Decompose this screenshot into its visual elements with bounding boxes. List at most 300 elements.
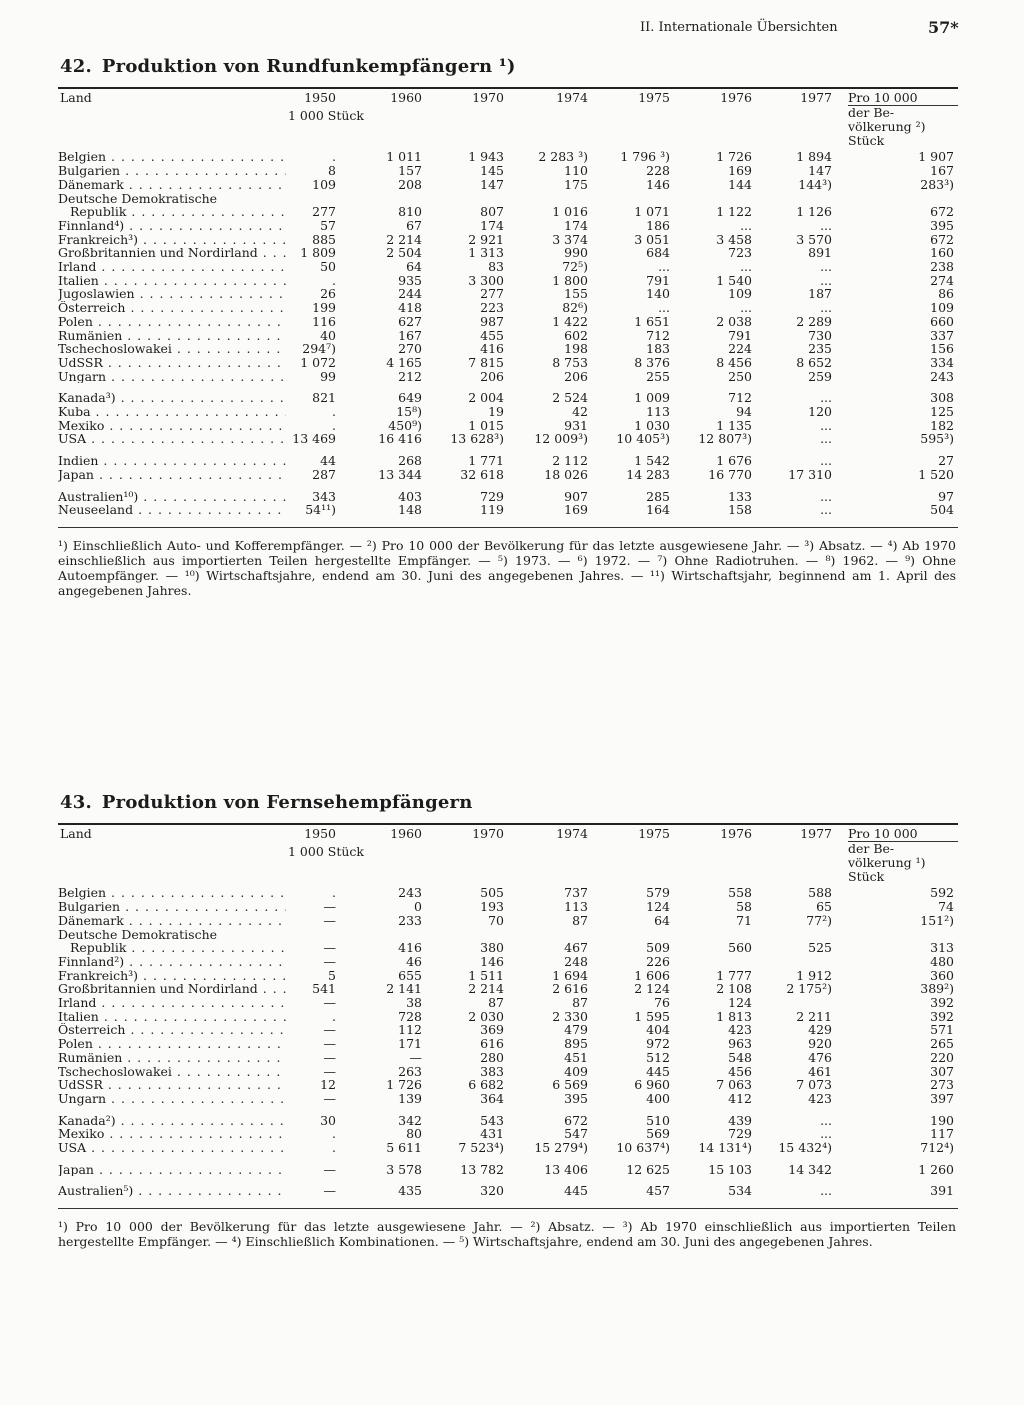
country-cell (58, 164, 286, 178)
country-name: Kanada³) (58, 390, 116, 406)
value-cell: 277 (480, 286, 504, 302)
value-cell: 423 (808, 1090, 832, 1106)
leader-dots (99, 1010, 286, 1024)
value-cell: 308 (930, 390, 954, 406)
country-cell (58, 370, 286, 384)
leader-dots (120, 900, 286, 914)
country-name: Ungarn (58, 1091, 107, 1106)
value-cell: 409 (564, 1063, 588, 1079)
value-cell (508, 928, 592, 942)
value-cell: 233 (398, 912, 422, 928)
value-cell: 268 (398, 453, 422, 469)
value-cell: 455 (480, 327, 504, 343)
value-cell: 1 011 (386, 149, 422, 165)
country-cell (58, 1176, 286, 1198)
value-cell: 397 (930, 1090, 954, 1106)
value-cell: 274 (930, 272, 954, 288)
value-cell: 1 313 (468, 245, 504, 261)
country-name: Belgien (58, 150, 107, 165)
value-cell: 294⁷) (302, 341, 336, 357)
country-cell (58, 996, 286, 1010)
data-table (58, 825, 958, 1198)
value-cell: 5 (328, 967, 336, 983)
value-cell: 558 (728, 885, 752, 901)
value-cell: 147 (808, 163, 832, 179)
table-row (58, 928, 958, 942)
country-cell (58, 1037, 286, 1051)
value-cell: 273 (930, 1077, 954, 1093)
value-cell: 248 (564, 953, 588, 969)
value-cell: 15 103 (708, 1161, 752, 1177)
value-cell (592, 928, 674, 942)
value-cell: 99 (320, 368, 336, 384)
table-row (58, 150, 958, 164)
table-row (58, 356, 958, 370)
value-cell: 16 770 (708, 466, 752, 482)
value-cell (756, 192, 836, 206)
table-row (58, 370, 958, 384)
leader-dots (99, 274, 286, 288)
value-cell: 3 578 (386, 1161, 422, 1177)
value-cell: 12 625 (626, 1161, 670, 1177)
value-cell: 2 330 (552, 1008, 588, 1024)
value-cell: 2 504 (386, 245, 422, 261)
country-name: USA (58, 432, 87, 447)
leader-dots (138, 969, 286, 983)
leader-dots (172, 1065, 286, 1079)
value-cell: 1 813 (716, 1008, 752, 1024)
leader-dots (172, 342, 286, 356)
value-cell: 94 (736, 404, 752, 420)
value-cell: 26 (320, 286, 336, 302)
country-cell (58, 482, 286, 504)
table-row (58, 482, 958, 504)
value-cell: 13 782 (460, 1161, 504, 1177)
value-cell: ... (820, 217, 832, 233)
country-name: Bulgarien (58, 164, 121, 178)
country-name: Österreich (58, 301, 126, 315)
value-cell: 120 (808, 404, 832, 420)
column-header-year: 1950 (304, 826, 336, 841)
value-cell: 243 (398, 885, 422, 901)
value-cell: 27 (938, 453, 954, 469)
value-cell: 160 (930, 245, 954, 261)
value-cell: 1 726 (716, 149, 752, 165)
country-cell (58, 329, 286, 343)
value-cell: ... (658, 300, 670, 316)
column-header-year: 1975 (638, 826, 670, 841)
value-cell: 228 (646, 163, 670, 179)
country-name: Mexiko (58, 1127, 105, 1142)
header-line: Pro 10 000 (848, 90, 918, 105)
leader-dots (125, 1023, 286, 1037)
value-cell: 1 676 (716, 453, 752, 469)
value-cell: 164 (646, 502, 670, 518)
value-cell: 1 135 (716, 417, 752, 433)
country-name: Frankreich³) (58, 968, 139, 983)
value-cell: 167 (398, 327, 422, 343)
value-cell: 42 (572, 404, 588, 420)
value-cell: 439 (728, 1112, 752, 1128)
country-name: Republik (70, 205, 127, 219)
value-cell: 146 (646, 176, 670, 192)
country-name: Großbritannien und Nordirland (58, 246, 258, 261)
country-cell (58, 900, 286, 914)
value-cell: 1 943 (468, 149, 504, 165)
value-cell: 148 (398, 502, 422, 518)
country-name: Finnland⁴) (58, 218, 125, 233)
value-cell: 280 (480, 1049, 504, 1065)
value-cell: 3 051 (634, 231, 670, 247)
value-cell: 791 (728, 327, 752, 343)
value-cell: ... (658, 259, 670, 275)
value-cell: 174 (480, 217, 504, 233)
value-cell: 810 (398, 204, 422, 220)
value-cell: 1 511 (468, 967, 504, 983)
value-cell: . (332, 1008, 336, 1024)
value-cell: 40 (320, 327, 336, 343)
value-cell: 723 (728, 245, 752, 261)
country-name: Frankreich³) (58, 232, 139, 247)
value-cell: 655 (398, 967, 422, 983)
value-cell: . (332, 404, 336, 420)
country-cell (58, 192, 286, 206)
table-row (58, 383, 958, 405)
table-row (58, 260, 958, 274)
value-cell: 15 279⁴) (534, 1140, 588, 1156)
value-cell: 2 616 (552, 981, 588, 997)
value-cell: 431 (480, 1126, 504, 1142)
value-cell: ... (740, 300, 752, 316)
value-cell: 391 (930, 1183, 954, 1199)
country-cell (58, 886, 286, 900)
country-cell (58, 914, 286, 928)
country-name: Bulgarien (58, 900, 121, 914)
country-name: Japan (58, 467, 94, 482)
value-cell: ... (820, 502, 832, 518)
country-cell (58, 1078, 286, 1092)
value-cell: 534 (728, 1183, 752, 1199)
value-cell: 791 (646, 272, 670, 288)
leader-dots (138, 233, 286, 247)
value-cell: 109 (312, 176, 336, 192)
table-body (58, 150, 958, 517)
leader-dots (103, 1078, 286, 1092)
value-cell: 412 (728, 1090, 752, 1106)
country-name: Italien (58, 1009, 99, 1024)
value-cell: 119 (480, 502, 504, 518)
value-cell: 80 (406, 1126, 422, 1142)
value-cell: 1 260 (918, 1161, 954, 1177)
table-number: 42. (60, 56, 92, 77)
value-cell: 1 595 (634, 1008, 670, 1024)
value-cell: 1 796 ³) (620, 149, 670, 165)
country-cell (58, 1065, 286, 1079)
country-cell (58, 1010, 286, 1024)
value-cell: 14 342 (788, 1161, 832, 1177)
value-cell: 445 (646, 1063, 670, 1079)
value-cell: 0 (414, 899, 422, 915)
country-cell (58, 301, 286, 315)
value-cell: 223 (480, 300, 504, 316)
value-cell: 1 726 (386, 1077, 422, 1093)
value-cell: ... (820, 1126, 832, 1142)
column-header-year: 1974 (556, 826, 588, 841)
leader-dots (93, 315, 286, 329)
value-cell: 30 (320, 1112, 336, 1128)
value-cell: 548 (728, 1049, 752, 1065)
value-cell: 124 (728, 995, 752, 1011)
unit-label: 1 000 Stück (288, 843, 364, 859)
value-cell: 32 618 (460, 466, 504, 482)
footnotes: ¹) Pro 10 000 der Bevölkerung für das letzte ausgewiesene Jahr. — ²) Absatz. — ³) Ab 1970 einschließlich aus importierten Teilen hergestellte Empfänger. — ⁴) Einschließlich Kombinationen. — ⁵) Wirtschaftsjahre, endend am 30. Juni des angegebenen Jahres. (58, 1219, 956, 1250)
column-header-year: 1950 (304, 90, 336, 105)
value-cell: — (323, 1022, 336, 1038)
value-cell: 76 (654, 995, 670, 1011)
value-cell: 13 628³) (450, 431, 504, 447)
value-cell: — (323, 1063, 336, 1079)
value-cell: 400 (646, 1090, 670, 1106)
value-cell: 1 694 (552, 967, 588, 983)
value-cell: 1 072 (300, 354, 336, 370)
table-title (60, 792, 958, 813)
country-cell (58, 1023, 286, 1037)
value-cell: 10 405³) (616, 431, 670, 447)
table-row (58, 996, 958, 1010)
leader-dots (125, 301, 286, 315)
value-cell: 467 (564, 940, 588, 956)
leader-dots (124, 914, 286, 928)
value-cell: ... (820, 453, 832, 469)
value-cell: — (323, 995, 336, 1011)
value-cell: — (323, 953, 336, 969)
value-cell (756, 955, 836, 969)
leader-dots (94, 468, 286, 482)
table-row (58, 886, 958, 900)
value-cell: 15 432⁴) (778, 1140, 832, 1156)
country-cell (58, 356, 286, 370)
value-cell: 208 (398, 176, 422, 192)
table-42-section (58, 56, 958, 598)
value-cell: 560 (728, 940, 752, 956)
value-cell: 729 (480, 488, 504, 504)
table-row (58, 342, 958, 356)
value-cell: 6 682 (468, 1077, 504, 1093)
value-cell: 510 (646, 1112, 670, 1128)
value-cell: 1 540 (716, 272, 752, 288)
header-line: Stück (848, 869, 885, 884)
country-cell (58, 405, 286, 419)
table-row (58, 164, 958, 178)
value-cell: 1 071 (634, 204, 670, 220)
table-row (58, 1051, 958, 1065)
value-cell: 70 (488, 912, 504, 928)
country-name: Indien (58, 453, 99, 468)
value-cell (836, 192, 958, 206)
country-cell (58, 928, 286, 942)
value-cell: 187 (808, 286, 832, 302)
header-line: völkerung ²) (848, 119, 926, 134)
value-cell: 193 (480, 899, 504, 915)
value-cell: 17 310 (788, 466, 832, 482)
leader-dots (104, 419, 286, 433)
unit-label: 1 000 Stück (288, 107, 364, 123)
country-name: Polen (58, 314, 93, 329)
value-cell: 891 (808, 245, 832, 261)
value-cell: 44 (320, 453, 336, 469)
value-cell: 46 (406, 953, 422, 969)
country-name: UdSSR (58, 1078, 103, 1092)
value-cell: 3 300 (468, 272, 504, 288)
column-header-per-capita (836, 89, 958, 150)
leader-dots (133, 1183, 286, 1198)
value-cell: 2 289 (796, 313, 832, 329)
value-cell: 124 (646, 899, 670, 915)
value-cell: 283³) (920, 176, 954, 192)
value-cell: 147 (480, 176, 504, 192)
value-cell: 157 (398, 163, 422, 179)
table-row (58, 432, 958, 446)
value-cell: 13 344 (378, 466, 422, 482)
country-cell (58, 941, 286, 955)
header-line: völkerung ¹) (848, 855, 926, 870)
table-number: 43. (60, 792, 92, 813)
country-name: Tschechoslowakei (58, 342, 172, 356)
value-cell: 395 (564, 1090, 588, 1106)
value-cell: ... (820, 417, 832, 433)
value-cell: 87 (572, 995, 588, 1011)
country-cell (58, 315, 286, 329)
value-cell: 19 (488, 404, 504, 420)
value-cell: 125 (930, 404, 954, 420)
value-cell: 3 570 (796, 231, 832, 247)
table-row (58, 246, 958, 260)
value-cell: 418 (398, 300, 422, 316)
value-cell: 16 416 (378, 431, 422, 447)
value-cell: 429 (808, 1022, 832, 1038)
value-cell: 2 030 (468, 1008, 504, 1024)
value-cell (426, 928, 508, 942)
country-cell (58, 150, 286, 164)
leader-dots (106, 370, 286, 384)
value-cell: 307 (930, 1063, 954, 1079)
value-cell: 238 (930, 259, 954, 275)
value-cell: 277 (312, 204, 336, 220)
column-header-year: 1970 (472, 90, 504, 105)
value-cell: 83 (488, 259, 504, 275)
table-row (58, 233, 958, 247)
value-cell: 3 458 (716, 231, 752, 247)
country-name: Japan (58, 1161, 94, 1177)
value-cell: 8 456 (716, 354, 752, 370)
country-cell (58, 468, 286, 482)
country-cell (58, 1106, 286, 1128)
value-cell: 2 175²) (786, 981, 832, 997)
table-row (58, 1106, 958, 1128)
header-line: Pro 10 000 (848, 826, 918, 841)
value-cell: 547 (564, 1126, 588, 1142)
table-row (58, 914, 958, 928)
table-row (58, 419, 958, 433)
value-cell: 112 (398, 1022, 422, 1038)
value-cell: 13 469 (292, 431, 336, 447)
value-cell: 133 (728, 488, 752, 504)
value-cell: 167 (930, 163, 954, 179)
value-cell: 182 (930, 417, 954, 433)
table-row (58, 982, 958, 996)
value-cell: 18 026 (544, 466, 588, 482)
value-cell: 82⁶) (562, 300, 588, 316)
table-row (58, 329, 958, 343)
value-cell: 1 912 (796, 967, 832, 983)
value-cell (592, 192, 674, 206)
value-cell: 77²) (806, 912, 832, 928)
value-cell: 54¹¹) (305, 502, 336, 518)
value-cell: 684 (646, 245, 670, 261)
leader-dots (116, 1113, 286, 1128)
value-cell: 807 (480, 204, 504, 220)
value-cell: . (332, 885, 336, 901)
value-cell: 14 131⁴) (698, 1140, 752, 1156)
value-cell: 392 (930, 995, 954, 1011)
country-cell (58, 287, 286, 301)
value-cell: 1 771 (468, 453, 504, 469)
value-cell: 156 (930, 341, 954, 357)
value-cell: — (323, 1049, 336, 1065)
value-cell: . (332, 272, 336, 288)
value-cell: 1 651 (634, 313, 670, 329)
value-cell: 649 (398, 390, 422, 406)
value-cell: 588 (808, 885, 832, 901)
value-cell: 220 (930, 1049, 954, 1065)
country-name: Republik (70, 941, 127, 955)
data-table (58, 89, 958, 517)
value-cell: — (323, 899, 336, 915)
value-cell: 265 (930, 1036, 954, 1052)
table-row (58, 301, 958, 315)
country-name: Jugoslawien (58, 287, 135, 302)
value-cell: 7 073 (796, 1077, 832, 1093)
value-cell: 151²) (920, 912, 954, 928)
leader-dots (106, 1092, 286, 1106)
value-cell: 509 (646, 940, 670, 956)
value-cell: 2 124 (634, 981, 670, 997)
leader-dots (138, 489, 286, 504)
value-cell: 2 141 (386, 981, 422, 997)
value-cell: 7 063 (716, 1077, 752, 1093)
value-cell: 712 (728, 390, 752, 406)
leader-dots (96, 260, 286, 274)
value-cell: 8 652 (796, 354, 832, 370)
country-name: Dänemark (58, 913, 124, 928)
value-cell: 97 (938, 488, 954, 504)
value-cell: 571 (930, 1022, 954, 1038)
value-cell: — (323, 1161, 336, 1177)
country-cell (58, 955, 286, 969)
leader-dots (96, 996, 286, 1010)
value-cell: 383 (480, 1063, 504, 1079)
value-cell: 263 (398, 1063, 422, 1079)
value-cell: . (332, 1140, 336, 1156)
header-line: der Be- (848, 841, 958, 856)
value-cell (286, 928, 340, 942)
column-header-year: 1977 (800, 90, 832, 105)
value-cell: 1 015 (468, 417, 504, 433)
value-cell: 226 (646, 953, 670, 969)
leader-dots (86, 432, 286, 446)
value-cell: — (409, 1049, 422, 1065)
value-cell: 712 (646, 327, 670, 343)
